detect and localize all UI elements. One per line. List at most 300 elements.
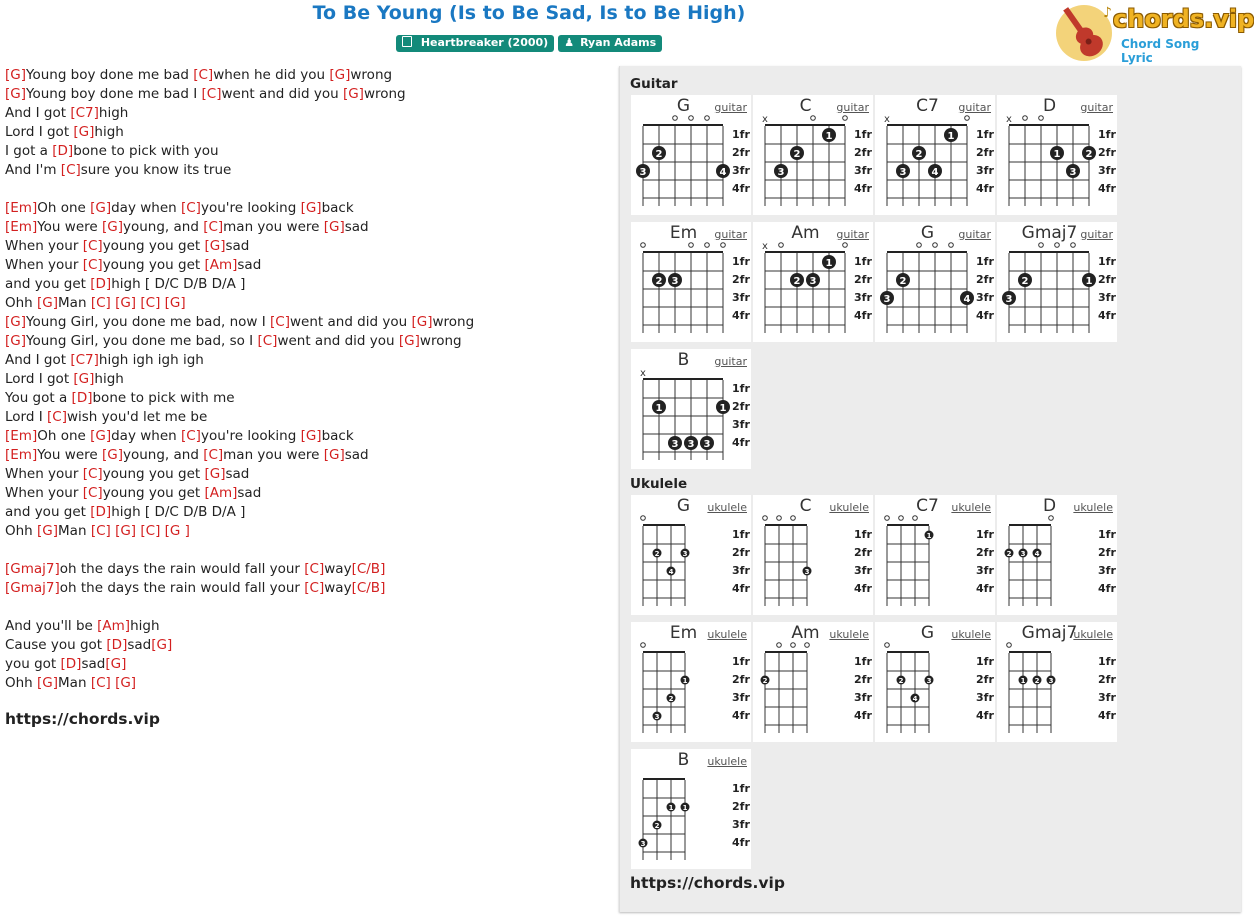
chord-marker[interactable]: [Em]	[5, 219, 38, 235]
chord-name: G	[676, 96, 691, 116]
lyric-text: Man	[58, 675, 91, 691]
chord-marker[interactable]: [G]	[90, 200, 112, 216]
chord-marker[interactable]: [G]	[204, 466, 226, 482]
lyric-text: young, and	[122, 447, 204, 463]
finger-number: 2	[1034, 677, 1040, 685]
chord-marker[interactable]: [C]	[82, 466, 103, 482]
finger-number: 1	[825, 258, 833, 269]
fret-label: 1fr	[732, 255, 750, 268]
lyric-text: sad	[127, 637, 152, 653]
lyric-text: man you were	[223, 447, 324, 463]
person-icon: ♟	[564, 36, 575, 49]
panel-site-url[interactable]: https://chords.vip	[630, 874, 785, 892]
ukulele-chord-diagram[interactable]	[875, 622, 995, 742]
lyric-text: When your	[5, 485, 83, 501]
finger-number: 4	[912, 695, 918, 703]
lyric-line	[5, 446, 474, 465]
fret-label: 3fr	[732, 291, 750, 304]
chord-marker[interactable]: [C]	[82, 485, 103, 501]
chord-marker[interactable]: [D]	[71, 390, 93, 406]
finger-number: 3	[1069, 167, 1077, 178]
album-label: Heartbreaker (2000)	[420, 36, 549, 49]
fret-label: 2fr	[976, 546, 994, 559]
chord-marker[interactable]: [G]	[164, 295, 186, 311]
guitar-chord-diagram[interactable]	[631, 222, 751, 342]
chord-marker[interactable]: [G]	[101, 447, 123, 463]
fret-label: 2fr	[732, 800, 750, 813]
lyric-text: wrong	[350, 67, 393, 83]
chord-marker[interactable]: [C]	[140, 523, 161, 539]
finger-number: 3	[899, 167, 907, 178]
chord-name: C	[799, 496, 812, 516]
guitar-chord-diagram[interactable]	[753, 222, 873, 342]
open-string-mark	[689, 116, 694, 121]
fret-label: 4fr	[732, 836, 750, 849]
lyric-line	[5, 484, 474, 503]
open-string-mark	[1039, 243, 1044, 248]
chord-marker[interactable]: [G]	[342, 86, 364, 102]
lyric-text: sad	[344, 447, 369, 463]
open-string-mark	[917, 243, 922, 248]
open-string-mark	[763, 516, 768, 521]
instrument-link[interactable]: ukulele	[707, 501, 747, 514]
finger-number: 3	[926, 677, 932, 685]
chord-name: B	[677, 350, 690, 370]
lyric-line	[5, 142, 474, 161]
finger-number: 2	[654, 550, 660, 558]
chord-marker[interactable]: [Am]	[97, 618, 131, 634]
instrument-link[interactable]: guitar	[1080, 228, 1113, 241]
lyric-text: sad	[237, 257, 262, 273]
chord-marker[interactable]: [Gmaj7]	[5, 561, 60, 577]
finger-number: 2	[915, 149, 923, 160]
fret-label: 1fr	[1098, 528, 1116, 541]
chord-name: Em	[669, 623, 698, 643]
album-badge[interactable]	[396, 35, 554, 52]
ukulele-chord-diagram[interactable]	[631, 749, 751, 869]
lyric-text: high igh igh igh	[98, 352, 204, 368]
guitar-chord-diagram[interactable]	[997, 95, 1117, 215]
open-string-mark	[641, 516, 646, 521]
lyric-text: Man	[58, 295, 91, 311]
chord-marker[interactable]: [G ]	[164, 523, 190, 539]
lyric-line	[5, 199, 474, 218]
ukulele-chord-diagram[interactable]	[631, 622, 751, 742]
finger-number: 1	[1053, 149, 1061, 160]
fret-label: 1fr	[732, 782, 750, 795]
guitar-heading: Guitar	[630, 76, 678, 92]
lyric-line	[5, 617, 474, 636]
chord-marker[interactable]: [C]	[180, 428, 201, 444]
chord-marker[interactable]: [C]	[82, 257, 103, 273]
guitar-chord-diagram[interactable]	[631, 349, 751, 469]
lyric-text: oh the days the rain would fall your	[59, 561, 305, 577]
fret-label: 1fr	[732, 128, 750, 141]
chord-marker[interactable]: [G]	[300, 428, 322, 444]
chord-marker[interactable]: [G]	[90, 428, 112, 444]
open-string-mark	[843, 116, 848, 121]
lyrics-block	[5, 66, 474, 693]
chord-marker[interactable]: [G]	[37, 675, 59, 691]
instrument-link[interactable]: ukulele	[707, 755, 747, 768]
finger-number: 2	[762, 677, 768, 685]
lyric-text: way	[324, 561, 352, 577]
chord-marker[interactable]: [Am]	[204, 257, 238, 273]
chord-marker[interactable]: [G]	[398, 333, 420, 349]
open-string-mark	[1049, 516, 1054, 521]
guitar-chord-diagram[interactable]	[631, 95, 751, 215]
instrument-link[interactable]: guitar	[958, 101, 991, 114]
lyric-text: And I'm	[5, 162, 61, 178]
lyric-text: wrong	[432, 314, 475, 330]
ukulele-chord-diagram[interactable]	[631, 495, 751, 615]
chord-marker[interactable]: [G]	[5, 67, 26, 83]
finger-number: 1	[682, 677, 688, 685]
lyric-text: went and did you	[277, 333, 399, 349]
chord-marker[interactable]: [Gmaj7]	[5, 580, 60, 596]
logo-text: chords.vip	[1113, 5, 1254, 33]
fret-label: 3fr	[854, 691, 872, 704]
fret-label: 4fr	[732, 582, 750, 595]
chord-marker[interactable]: [C]	[304, 580, 325, 596]
chord-name: B	[677, 750, 690, 770]
muted-string-mark: x	[1006, 114, 1012, 125]
ukulele-chord-diagram[interactable]	[875, 495, 995, 615]
fret-label: 2fr	[854, 273, 872, 286]
fret-label: 3fr	[732, 818, 750, 831]
open-string-mark	[1071, 243, 1076, 248]
open-string-mark	[689, 243, 694, 248]
chord-marker[interactable]: [G]	[300, 200, 322, 216]
lyric-text: bone to pick with you	[73, 143, 219, 159]
finger-number: 3	[640, 840, 646, 848]
fret-label: 1fr	[732, 655, 750, 668]
lyric-text: Ohh	[5, 295, 38, 311]
ukulele-chord-diagram[interactable]	[997, 495, 1117, 615]
open-string-mark	[777, 516, 782, 521]
open-string-mark	[913, 516, 918, 521]
finger-number: 3	[682, 550, 688, 558]
chord-marker[interactable]: [C]	[90, 295, 111, 311]
fret-label: 1fr	[1098, 655, 1116, 668]
chord-marker[interactable]: [Am]	[204, 485, 238, 501]
lyric-text: Oh one	[37, 200, 91, 216]
muted-string-mark: x	[884, 114, 890, 125]
chord-marker[interactable]: [C/B]	[351, 561, 386, 577]
fret-label: 3fr	[976, 691, 994, 704]
chord-marker[interactable]: [G]	[5, 333, 26, 349]
lyric-line	[5, 351, 474, 370]
lyric-text: and you get	[5, 276, 91, 292]
lyric-line	[5, 85, 474, 104]
finger-number: 1	[947, 131, 955, 142]
chord-marker[interactable]: [C]	[304, 561, 325, 577]
fret-label: 3fr	[1098, 564, 1116, 577]
song-title: To Be Young (Is to Be Sad, Is to Be High)	[312, 2, 746, 24]
open-string-mark	[641, 643, 646, 648]
fret-label: 4fr	[732, 436, 750, 449]
fret-label: 3fr	[732, 418, 750, 431]
fret-label: 2fr	[854, 146, 872, 159]
fret-label: 3fr	[976, 564, 994, 577]
finger-number: 1	[825, 131, 833, 142]
lyric-line	[5, 541, 474, 560]
fret-label: 3fr	[1098, 164, 1116, 177]
lyric-line	[5, 123, 474, 142]
finger-number: 4	[719, 167, 727, 178]
fret-label: 4fr	[1098, 709, 1116, 722]
fret-label: 2fr	[854, 546, 872, 559]
lyric-line	[5, 560, 474, 579]
chord-marker[interactable]: [G]	[204, 238, 226, 254]
guitar-chord-diagram[interactable]	[875, 95, 995, 215]
ukulele-chord-diagram[interactable]	[753, 495, 873, 615]
lyric-text: oh the days the rain would fall your	[59, 580, 305, 596]
chords-panel	[619, 66, 1241, 912]
chord-marker[interactable]: [G]	[105, 656, 127, 672]
lyric-text: high [ D/C D/B D/A ]	[111, 276, 246, 292]
lyric-line	[5, 66, 474, 85]
open-string-mark	[779, 243, 784, 248]
lyric-text: wrong	[419, 333, 462, 349]
chord-marker[interactable]: [D]	[60, 656, 82, 672]
lyric-text: young, and	[122, 219, 204, 235]
instrument-link[interactable]: ukulele	[951, 628, 991, 641]
fret-label: 2fr	[976, 146, 994, 159]
open-string-mark	[673, 116, 678, 121]
instrument-link[interactable]: ukulele	[707, 628, 747, 641]
chord-marker[interactable]: [G]	[5, 86, 26, 102]
guitar-chord-diagram[interactable]	[753, 95, 873, 215]
lyric-text: Lord I got	[5, 371, 74, 387]
fret-label: 4fr	[854, 709, 872, 722]
lyric-text: sure you know its true	[80, 162, 232, 178]
artist-label: Ryan Adams	[580, 36, 657, 49]
finger-number: 2	[655, 149, 663, 160]
instrument-link[interactable]: guitar	[836, 101, 869, 114]
fret-label: 4fr	[854, 582, 872, 595]
chord-marker[interactable]: [D]	[90, 504, 112, 520]
fret-label: 3fr	[976, 291, 994, 304]
guitar-chord-diagram[interactable]	[875, 222, 995, 342]
chord-marker[interactable]: [G]	[323, 447, 345, 463]
instrument-link[interactable]: guitar	[714, 228, 747, 241]
lyric-text: day when	[111, 428, 181, 444]
chord-marker[interactable]: [G]	[101, 219, 123, 235]
instrument-link[interactable]: guitar	[714, 355, 747, 368]
ukulele-chord-diagram[interactable]	[753, 622, 873, 742]
finger-number: 3	[1020, 550, 1026, 558]
artist-badge[interactable]	[558, 35, 662, 52]
chord-marker[interactable]: [D]	[52, 143, 74, 159]
chord-marker[interactable]: [C]	[203, 219, 224, 235]
ukulele-chord-diagram[interactable]	[997, 622, 1117, 742]
lyric-line	[5, 579, 474, 598]
finger-number: 3	[687, 439, 695, 450]
open-string-mark	[1023, 116, 1028, 121]
chord-marker[interactable]: [G]	[37, 523, 59, 539]
chord-marker[interactable]: [C7]	[70, 352, 99, 368]
open-string-mark	[805, 643, 810, 648]
finger-number: 4	[1034, 550, 1040, 558]
lyric-text: Young Girl, you done me bad, so I	[26, 333, 258, 349]
chord-marker[interactable]: [D]	[106, 637, 128, 653]
lyric-text: sad	[225, 238, 250, 254]
open-string-mark	[933, 243, 938, 248]
instrument-link[interactable]: ukulele	[829, 628, 869, 641]
chord-marker[interactable]: [C]	[82, 238, 103, 254]
open-string-mark	[843, 243, 848, 248]
fret-label: 2fr	[854, 673, 872, 686]
lyric-text: high	[98, 105, 129, 121]
lyric-line	[5, 313, 474, 332]
muted-string-mark: x	[640, 368, 646, 379]
muted-string-mark: x	[762, 114, 768, 125]
fret-label: 2fr	[1098, 546, 1116, 559]
song-badges	[0, 35, 1058, 52]
open-string-mark	[791, 516, 796, 521]
chord-marker[interactable]: [C]	[47, 409, 67, 425]
finger-number: 2	[668, 695, 674, 703]
chord-marker[interactable]: [C]	[90, 523, 111, 539]
chord-marker[interactable]: [Em]	[5, 200, 38, 216]
instrument-link[interactable]: guitar	[714, 101, 747, 114]
chord-marker[interactable]: [G]	[73, 124, 95, 140]
site-url[interactable]: https://chords.vip	[5, 710, 160, 728]
finger-number: 2	[654, 822, 660, 830]
chord-marker[interactable]: [G]	[5, 314, 26, 330]
fret-label: 3fr	[854, 564, 872, 577]
fret-label: 4fr	[732, 309, 750, 322]
fret-label: 1fr	[976, 655, 994, 668]
fret-label: 2fr	[732, 273, 750, 286]
chord-marker[interactable]: [C]	[193, 67, 214, 83]
finger-number: 2	[1021, 276, 1029, 287]
finger-number: 2	[899, 276, 907, 287]
lyric-text: sad	[237, 485, 262, 501]
lyric-text: Young boy done me bad	[26, 67, 194, 83]
lyric-line	[5, 389, 474, 408]
finger-number: 1	[668, 804, 674, 812]
chord-marker[interactable]: [G]	[151, 637, 173, 653]
fret-label: 4fr	[732, 709, 750, 722]
chord-marker[interactable]: [G]	[73, 371, 95, 387]
finger-number: 1	[682, 804, 688, 812]
lyric-text: Lord I got	[5, 124, 74, 140]
lyric-text: Man	[58, 523, 91, 539]
fret-label: 2fr	[1098, 673, 1116, 686]
instrument-link[interactable]: guitar	[1080, 101, 1113, 114]
fret-label: 1fr	[732, 528, 750, 541]
fret-label: 1fr	[976, 128, 994, 141]
fret-label: 2fr	[1098, 146, 1116, 159]
finger-number: 2	[1006, 550, 1012, 558]
finger-number: 3	[639, 167, 647, 178]
lyric-text: young you get	[102, 257, 205, 273]
chord-marker[interactable]: [G]	[115, 295, 137, 311]
fret-label: 3fr	[1098, 291, 1116, 304]
chord-marker[interactable]: [C]	[201, 86, 222, 102]
instrument-link[interactable]: ukulele	[829, 501, 869, 514]
fret-label: 2fr	[976, 273, 994, 286]
chord-marker[interactable]: [C/B]	[351, 580, 386, 596]
finger-number: 1	[1020, 677, 1026, 685]
svg-text:♪: ♪	[1103, 5, 1112, 21]
finger-number: 3	[809, 276, 817, 287]
finger-number: 3	[1048, 677, 1054, 685]
lyric-text: high [ D/C D/B D/A ]	[111, 504, 246, 520]
fret-label: 1fr	[1098, 128, 1116, 141]
finger-number: 3	[703, 439, 711, 450]
guitar-chord-diagram[interactable]	[997, 222, 1117, 342]
chord-name: G	[920, 223, 935, 243]
instrument-link[interactable]: ukulele	[1073, 628, 1113, 641]
fret-label: 4fr	[1098, 182, 1116, 195]
finger-number: 3	[883, 294, 891, 305]
chord-marker[interactable]: [C]	[270, 314, 290, 330]
chord-marker[interactable]: [C7]	[70, 105, 99, 121]
fret-label: 4fr	[976, 709, 994, 722]
fret-label: 1fr	[732, 382, 750, 395]
chord-marker[interactable]: [C]	[180, 200, 201, 216]
lyric-text: Lord I	[5, 409, 47, 425]
lyric-line	[5, 598, 474, 617]
lyric-text: young you get	[102, 466, 205, 482]
lyric-text: Oh one	[37, 428, 91, 444]
chord-marker[interactable]: [C]	[140, 295, 161, 311]
fret-label: 3fr	[732, 691, 750, 704]
chord-marker[interactable]: [G]	[115, 675, 137, 691]
chord-marker[interactable]: [G]	[323, 219, 345, 235]
chord-marker[interactable]: [G]	[411, 314, 433, 330]
chord-marker[interactable]: [D]	[90, 276, 112, 292]
finger-number: 2	[793, 276, 801, 287]
lyric-text: when he did you	[213, 67, 330, 83]
finger-number: 3	[671, 276, 679, 287]
chord-marker[interactable]: [C]	[90, 675, 111, 691]
chord-marker[interactable]: [C]	[203, 447, 224, 463]
chord-name: Gmaj7	[1021, 623, 1078, 643]
chord-marker[interactable]: [G]	[329, 67, 351, 83]
instrument-link[interactable]: guitar	[836, 228, 869, 241]
lyric-text: back	[321, 200, 354, 216]
chord-marker[interactable]: [Em]	[5, 447, 38, 463]
lyric-text: you're looking	[200, 428, 301, 444]
open-string-mark	[1007, 643, 1012, 648]
chord-marker[interactable]: [C]	[60, 162, 81, 178]
fret-label: 4fr	[976, 582, 994, 595]
chord-name: G	[676, 496, 691, 516]
lyric-line	[5, 256, 474, 275]
lyric-text: Ohh	[5, 675, 38, 691]
instrument-link[interactable]: ukulele	[1073, 501, 1113, 514]
chord-marker[interactable]: [Em]	[5, 428, 38, 444]
chord-marker[interactable]: [G]	[115, 523, 137, 539]
fret-label: 1fr	[854, 255, 872, 268]
fret-label: 1fr	[1098, 255, 1116, 268]
chord-marker[interactable]: [G]	[37, 295, 59, 311]
site-logo[interactable]	[1055, 3, 1254, 65]
instrument-link[interactable]: ukulele	[951, 501, 991, 514]
chord-marker[interactable]: [C]	[257, 333, 278, 349]
fret-label: 1fr	[976, 255, 994, 268]
muted-string-mark: x	[762, 241, 768, 252]
chord-name: C7	[916, 96, 939, 116]
ukulele-heading: Ukulele	[630, 476, 688, 492]
lyric-text: sad	[344, 219, 369, 235]
instrument-link[interactable]: guitar	[958, 228, 991, 241]
fret-label: 4fr	[732, 182, 750, 195]
